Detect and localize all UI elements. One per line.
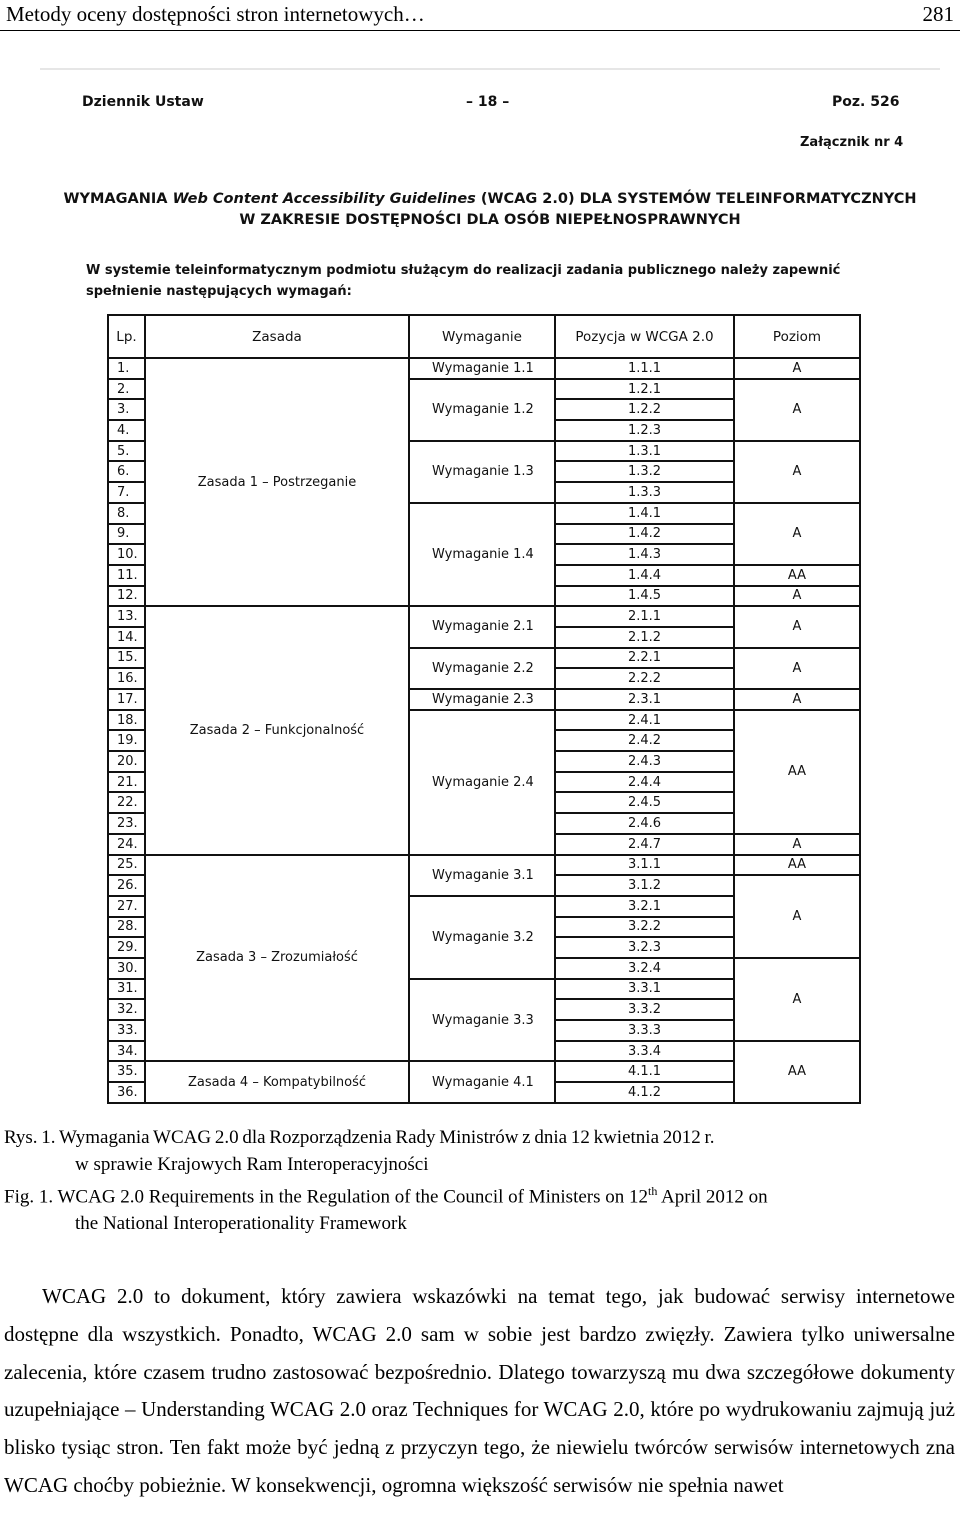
pozycja-cell: 2.4.3 <box>555 751 734 772</box>
pozycja-cell: 1.2.2 <box>555 399 734 420</box>
pozycja-cell: 2.4.7 <box>555 834 734 855</box>
pozycja-cell: 1.4.5 <box>555 586 734 607</box>
pozycja-cell: 4.1.2 <box>555 1082 734 1103</box>
poziom-cell: AA <box>734 1041 860 1103</box>
lp-cell: 9. <box>108 524 145 545</box>
wymaganie-cell: Wymaganie 1.3 <box>409 441 555 503</box>
pozycja-cell: 3.3.1 <box>555 979 734 1000</box>
pozycja-cell: 2.2.2 <box>555 668 734 689</box>
poziom-cell: A <box>734 648 860 689</box>
running-head <box>0 0 960 31</box>
lp-cell: 29. <box>108 937 145 958</box>
lp-cell: 10. <box>108 544 145 565</box>
wymaganie-cell: Wymaganie 3.2 <box>409 896 555 979</box>
caption-en-line1: Fig. 1. WCAG 2.0 Requirements in the Regulation of the Council of Ministers on 12th April 2012 on <box>4 1184 768 1208</box>
poziom-cell: A <box>734 441 860 503</box>
poziom-cell: A <box>734 689 860 710</box>
wymaganie-cell: Wymaganie 1.1 <box>409 358 555 379</box>
lp-cell: 20. <box>108 751 145 772</box>
scan-header-left: Dziennik Ustaw <box>82 94 204 110</box>
poziom-cell: A <box>734 503 860 565</box>
lp-cell: 32. <box>108 999 145 1020</box>
pozycja-cell: 2.1.1 <box>555 606 734 627</box>
poziom-cell: AA <box>734 855 860 876</box>
lp-cell: 35. <box>108 1061 145 1082</box>
lp-cell: 12. <box>108 586 145 607</box>
lp-cell: 13. <box>108 606 145 627</box>
pozycja-cell: 1.4.2 <box>555 524 734 545</box>
pozycja-cell: 3.3.2 <box>555 999 734 1020</box>
pozycja-cell: 3.2.4 <box>555 958 734 979</box>
lp-cell: 22. <box>108 792 145 813</box>
lp-cell: 7. <box>108 482 145 503</box>
zasada-cell: Zasada 3 – Zrozumiałość <box>145 855 409 1062</box>
caption-pl-line1: Rys. 1. Wymagania WCAG 2.0 dla Rozporządzenia Rady Ministrów z dnia 12 kwietnia 2012 r. <box>4 1127 715 1148</box>
header-zasada: Zasada <box>145 315 409 358</box>
page-number: 281 <box>922 2 954 26</box>
scan-intro: W systemie teleinformatycznym podmiotu służącym do realizacji zadania publicznego należy zapewnić spełnienie następujących wymagań: <box>86 263 841 299</box>
pozycja-cell: 3.3.3 <box>555 1020 734 1041</box>
lp-cell: 25. <box>108 855 145 876</box>
scan-header-right: Poz. 526 <box>832 94 900 110</box>
pozycja-cell: 1.4.1 <box>555 503 734 524</box>
table-row <box>108 855 860 876</box>
requirements-table <box>107 314 861 1104</box>
header-poziom: Poziom <box>734 315 860 358</box>
wymaganie-cell: Wymaganie 3.1 <box>409 855 555 896</box>
lp-cell: 23. <box>108 813 145 834</box>
pozycja-cell: 2.3.1 <box>555 689 734 710</box>
pozycja-cell: 1.3.2 <box>555 461 734 482</box>
lp-cell: 4. <box>108 420 145 441</box>
lp-cell: 14. <box>108 627 145 648</box>
lp-cell: 26. <box>108 875 145 896</box>
lp-cell: 28. <box>108 917 145 938</box>
wymaganie-cell: Wymaganie 2.4 <box>409 710 555 855</box>
pozycja-cell: 2.4.2 <box>555 730 734 751</box>
lp-cell: 6. <box>108 461 145 482</box>
pozycja-cell: 3.3.4 <box>555 1041 734 1062</box>
pozycja-cell: 3.1.2 <box>555 875 734 896</box>
scanned-figure <box>40 70 940 1115</box>
lp-cell: 17. <box>108 689 145 710</box>
lp-cell: 18. <box>108 710 145 731</box>
header-pozycja: Pozycja w WCGA 2.0 <box>555 315 734 358</box>
pozycja-cell: 3.2.2 <box>555 917 734 938</box>
pozycja-cell: 2.4.4 <box>555 772 734 793</box>
pozycja-cell: 3.2.3 <box>555 937 734 958</box>
lp-cell: 3. <box>108 399 145 420</box>
table-row <box>108 358 860 379</box>
poziom-cell: A <box>734 606 860 647</box>
header-lp: Lp. <box>108 315 145 358</box>
wymaganie-cell: Wymaganie 1.2 <box>409 379 555 441</box>
pozycja-cell: 1.2.1 <box>555 379 734 400</box>
lp-cell: 34. <box>108 1041 145 1062</box>
body-paragraph <box>4 1278 955 1505</box>
lp-cell: 27. <box>108 896 145 917</box>
lp-cell: 2. <box>108 379 145 400</box>
pozycja-cell: 2.4.6 <box>555 813 734 834</box>
table-body <box>108 358 860 1103</box>
poziom-cell: AA <box>734 565 860 586</box>
scan-title-line1: WYMAGANIA Web Content Accessibility Guidelines (WCAG 2.0) DLA SYSTEMÓW TELEINFORMATYCZNYCH <box>63 191 917 207</box>
poziom-cell: A <box>734 379 860 441</box>
pozycja-cell: 3.2.1 <box>555 896 734 917</box>
lp-cell: 36. <box>108 1082 145 1103</box>
pozycja-cell: 1.1.1 <box>555 358 734 379</box>
running-head-title: Metody oceny dostępności stron internetowych… <box>6 2 425 26</box>
pozycja-cell: 2.4.5 <box>555 792 734 813</box>
wymaganie-cell: Wymaganie 1.4 <box>409 503 555 606</box>
lp-cell: 16. <box>108 668 145 689</box>
lp-cell: 24. <box>108 834 145 855</box>
zasada-cell: Zasada 1 – Postrzeganie <box>145 358 409 606</box>
lp-cell: 11. <box>108 565 145 586</box>
lp-cell: 21. <box>108 772 145 793</box>
header-wymaganie: Wymaganie <box>409 315 555 358</box>
pozycja-cell: 1.4.4 <box>555 565 734 586</box>
pozycja-cell: 1.2.3 <box>555 420 734 441</box>
pozycja-cell: 3.1.1 <box>555 855 734 876</box>
poziom-cell: A <box>734 958 860 1041</box>
poziom-cell: A <box>734 875 860 958</box>
wymaganie-cell: Wymaganie 2.3 <box>409 689 555 710</box>
wymaganie-cell: Wymaganie 2.1 <box>409 606 555 647</box>
poziom-cell: AA <box>734 710 860 834</box>
table-row <box>108 606 860 627</box>
table-header-row <box>108 315 860 358</box>
pozycja-cell: 2.2.1 <box>555 648 734 669</box>
scan-title-line2: W ZAKRESIE DOSTĘPNOŚCI DLA OSÓB NIEPEŁNOSPRAWNYCH <box>239 212 741 228</box>
lp-cell: 1. <box>108 358 145 379</box>
lp-cell: 31. <box>108 979 145 1000</box>
pozycja-cell: 4.1.1 <box>555 1061 734 1082</box>
zasada-cell: Zasada 2 – Funkcjonalność <box>145 606 409 854</box>
paragraph-1: WCAG 2.0 to dokument, który zawiera wskazówki na temat tego, jak budować serwisy internetowe dostępne dla wszystkich. Ponadto, WCAG 2.0 sam w sobie jest bardzo zwięzły. Zawiera tylko uniwersalne zalecenia, które czasem trudno zastosować bezpośrednio. Dlatego towarzyszą mu dwa szczegółowe dokumenty uzupełniające – Understanding WCAG 2.0 oraz Techniques for WCAG 2.0, które po wydrukowaniu zajmują już blisko tysiąc stron. Ten fakt może być jedną z przyczyn tego, że niewielu twórców serwisów internetowych zna WCAG choćby pobieżnie. W konsekwencji, ogromna większość serwisów nie spełnia nawet <box>4 1284 955 1497</box>
wymaganie-cell: Wymaganie 4.1 <box>409 1061 555 1102</box>
pozycja-cell: 1.3.3 <box>555 482 734 503</box>
wymaganie-cell: Wymaganie 3.3 <box>409 979 555 1062</box>
pozycja-cell: 1.3.1 <box>555 441 734 462</box>
scan-header-center: – 18 – <box>466 94 510 110</box>
lp-cell: 33. <box>108 1020 145 1041</box>
caption-en-line2: the National Interoperationality Framework <box>75 1213 407 1235</box>
caption-pl-line2: w sprawie Krajowych Ram Interoperacyjności <box>75 1154 429 1175</box>
wymaganie-cell: Wymaganie 2.2 <box>409 648 555 689</box>
poziom-cell: A <box>734 586 860 607</box>
lp-cell: 15. <box>108 648 145 669</box>
pozycja-cell: 2.4.1 <box>555 710 734 731</box>
zasada-cell: Zasada 4 – Kompatybilność <box>145 1061 409 1102</box>
poziom-cell: A <box>734 358 860 379</box>
figure-caption <box>4 1124 768 1237</box>
annex-label: Załącznik nr 4 <box>800 135 904 150</box>
poziom-cell: A <box>734 834 860 855</box>
lp-cell: 5. <box>108 441 145 462</box>
lp-cell: 30. <box>108 958 145 979</box>
lp-cell: 19. <box>108 730 145 751</box>
pozycja-cell: 2.1.2 <box>555 627 734 648</box>
lp-cell: 8. <box>108 503 145 524</box>
pozycja-cell: 1.4.3 <box>555 544 734 565</box>
